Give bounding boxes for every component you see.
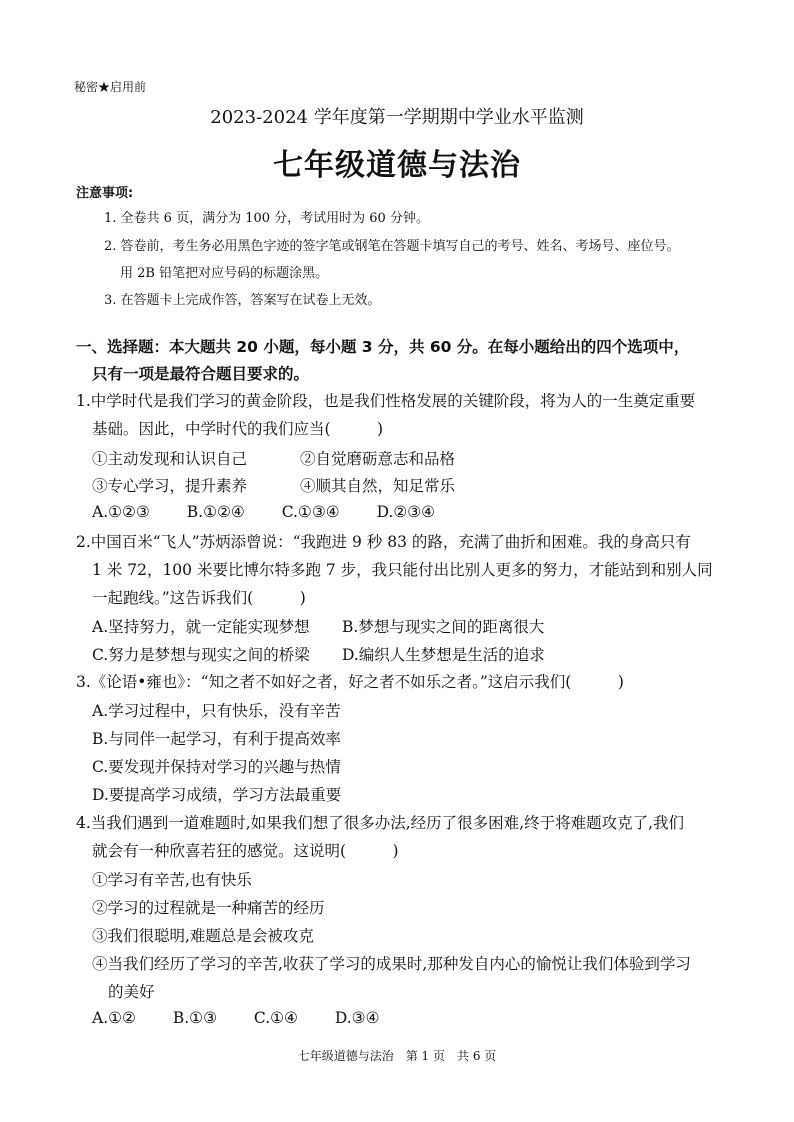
notice-item: 用 2B 铅笔把对应号码的标题涂黑。 — [120, 266, 329, 281]
question-1-item: ②自觉磨砺意志和品格 — [300, 450, 456, 468]
question-1-choices — [92, 503, 435, 521]
choice-a: A.①② — [92, 1009, 136, 1027]
exam-subtitle: 2023-2024 学年度第一学期期中学业水平监测 — [210, 107, 584, 128]
choice-b: B.①③ — [172, 1009, 217, 1027]
choice-c: C.①④ — [253, 1009, 298, 1027]
page-footer: 七年级道德与法治 第 1 页 共 6 页 — [297, 1049, 497, 1063]
section-heading-cont: 只有一项是最符合题目要求的。 — [92, 365, 310, 383]
question-4-choices — [92, 1009, 379, 1027]
choice-d: D.②③④ — [376, 503, 436, 521]
question-4-stem-cont: 就会有一种欣喜若狂的感觉。这说明( ) — [92, 842, 399, 860]
choice-a: A.①②③ — [92, 503, 150, 521]
question-4-item-cont: 的美好 — [108, 983, 155, 1001]
question-3-stem: 3.《论语•雍也》：“知之者不如好之者，好之者不如乐之者。”这启示我们( ) — [76, 673, 624, 691]
choice-a: A.学习过程中，只有快乐，没有辛苦 — [92, 702, 341, 720]
question-4-item: ①学习有辛苦,也有快乐 — [92, 871, 252, 889]
question-1-stem: 1.中学时代是我们学习的黄金阶段，也是我们性格发展的关键阶段，将为人的一生奠定重要 — [76, 392, 696, 410]
choice-b: B.梦想与现实之间的距离很大 — [342, 618, 545, 636]
choice-d: D.③④ — [334, 1009, 380, 1027]
choice-d: D.要提高学习成绩，学习方法最重要 — [92, 786, 342, 804]
section-heading: 一、选择题：本大题共 20 小题，每小题 3 分，共 60 分。在每小题给出的四个选项中， — [76, 338, 690, 356]
question-1-item: ①主动发现和认识自己 — [92, 450, 248, 468]
question-4-stem: 4.当我们遇到一道难题时,如果我们想了很多办法,经历了很多困难,终于将难题攻克了,我们 — [76, 814, 684, 832]
choice-b: B.①②④ — [186, 503, 245, 521]
secret-label: 秘密★启用前 — [74, 80, 147, 94]
question-1-item: ③专心学习，提升素养 — [92, 477, 248, 495]
question-4-item: ④当我们经历了学习的辛苦,收获了学习的成果时,那种发自内心的愉悦让我们体验到学习 — [92, 955, 691, 973]
choice-c: C.①③④ — [281, 503, 340, 521]
choice-a: A.坚持努力，就一定能实现梦想 — [92, 618, 310, 636]
choice-b: B.与同伴一起学习，有利于提高效率 — [92, 730, 341, 748]
exam-title: 七年级道德与法治 — [273, 148, 521, 183]
choice-d: D.编织人生梦想是生活的追求 — [342, 646, 545, 664]
choice-c: C.努力是梦想与现实之间的桥梁 — [92, 646, 310, 664]
notice-heading: 注意事项: — [76, 186, 134, 201]
question-2-stem-cont: 1 米 72，100 米要比博尔特多跑 7 步，我只能付出比别人更多的努力，才能站到和别人同 — [92, 561, 713, 579]
question-4-item: ③我们很聪明,难题总是会被攻克 — [92, 927, 314, 945]
notice-item: 3. 在答题卡上完成作答，答案写在试卷上无效。 — [104, 293, 381, 308]
question-2-stem-cont: 一起跑线。”这告诉我们( ) — [92, 589, 306, 607]
question-1-item: ④顺其自然，知足常乐 — [300, 477, 456, 495]
question-1-stem-cont: 基础。因此，中学时代的我们应当( ) — [92, 420, 384, 438]
notice-item: 2. 答卷前，考生务必用黑色字迹的签字笔或钢笔在答题卡填写自己的考号、姓名、考场号、座位号。 — [104, 239, 680, 254]
question-4-item: ②学习的过程就是一种痛苦的经历 — [92, 899, 325, 917]
choice-c: C.要发现并保持对学习的兴趣与热情 — [92, 758, 341, 776]
notice-item: 1. 全卷共 6 页，满分为 100 分，考试用时为 60 分钟。 — [104, 211, 429, 226]
question-2-stem: 2.中国百米“飞人”苏炳添曾说：“我跑进 9 秒 83 的路，充满了曲折和困难。我的身高只有 — [76, 533, 691, 551]
